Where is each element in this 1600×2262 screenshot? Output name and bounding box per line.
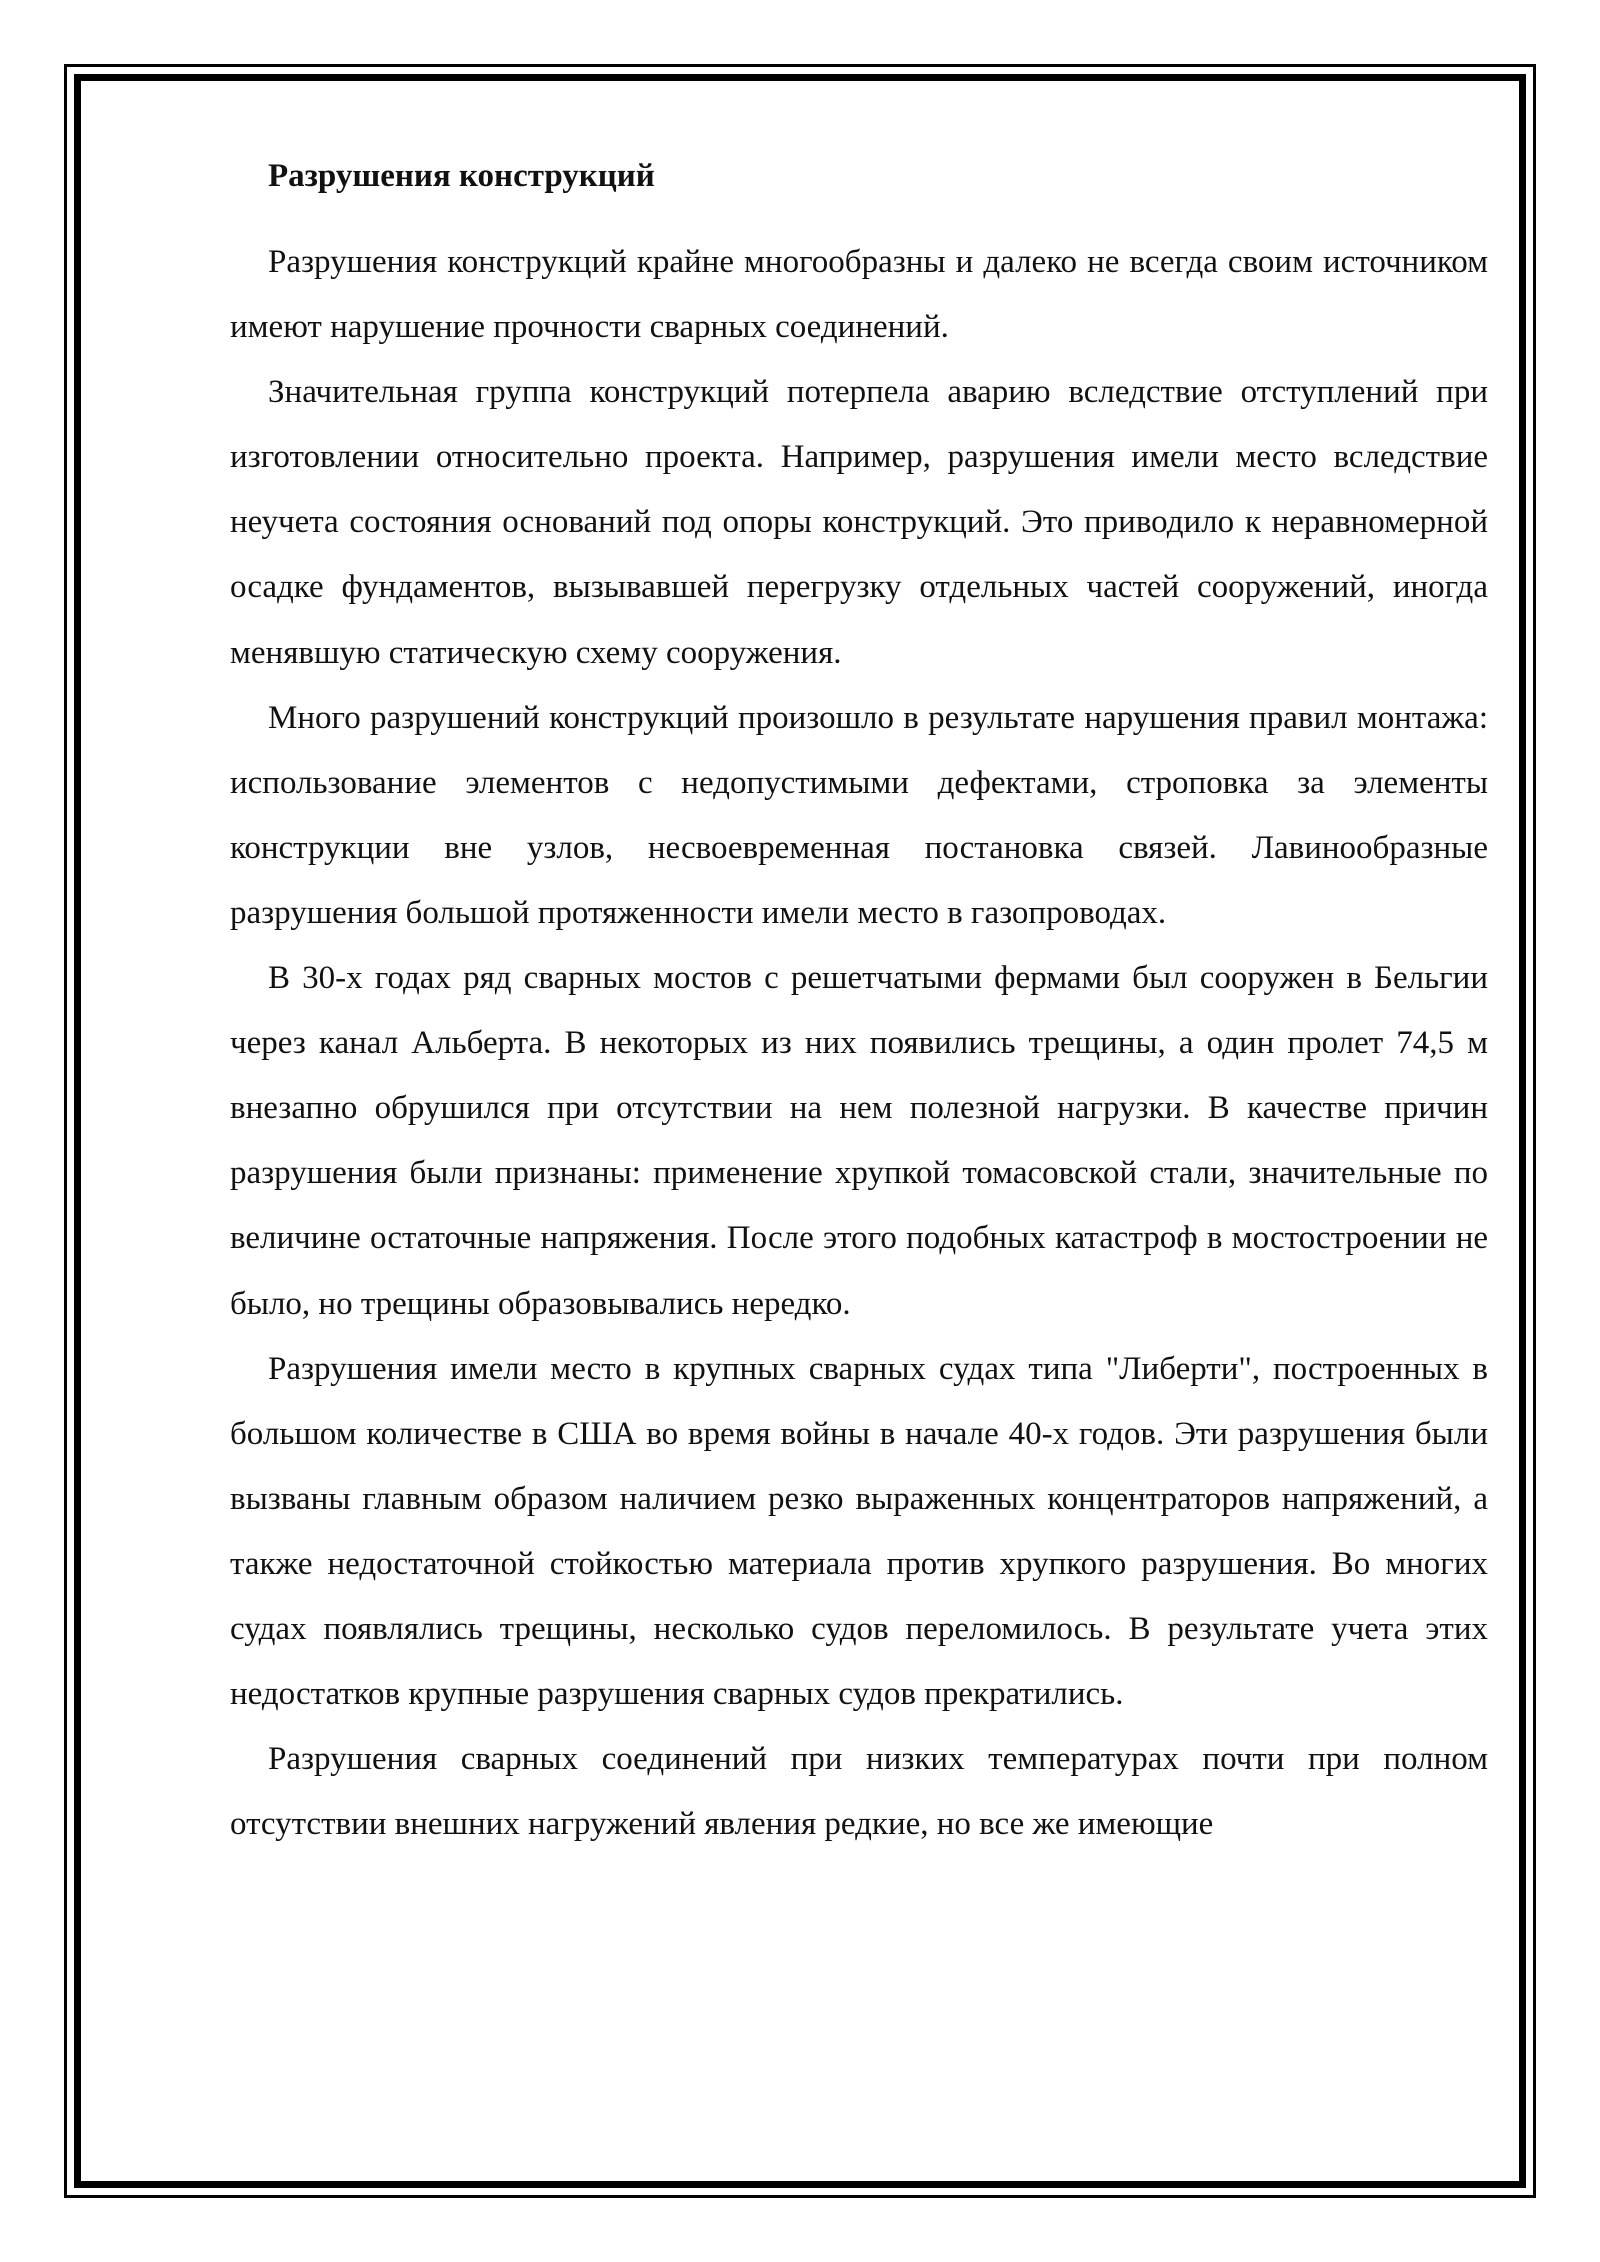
paragraph-low-temperature: Разрушения сварных соединений при низких температурах почти при полном отсутствии внешних нагружений явления редкие, но все же имеющие	[230, 1741, 1488, 1843]
paragraph-liberty-ships: Разрушения имели место в крупных сварных судах типа "Либерти", построенных в большом количестве в США во время войны в начале 40-х годов. Эти разрушения были вызваны главным образом наличием резко выраженных концентраторов напряжений, а также недостаточной стойкостью материала против хрупкого разрушения. Во многих судах появлялись трещины, несколько судов переломилось. В результате учета этих недостатков крупные разрушения сварных судов прекратились.	[230, 1350, 1488, 1713]
paragraph-assembly-violations: Много разрушений конструкций произошло в результате нарушения правил монтажа: использование элементов с недопустимыми дефектами, строповка за элементы конструкции вне узлов, несвоевременная постановка связей. Лавинообразные разрушения большой протяженности имели место в газопроводах.	[230, 699, 1488, 931]
paragraph-manufacturing-deviations: Значительная группа конструкций потерпела аварию вследствие отступлений при изготовлении относительно проекта. Например, разрушения имели место вследствие неучета состояния оснований под опоры конструкций. Это приводило к неравномерной осадке фундаментов, вызывавшей перегрузку отдельных частей сооружений, иногда менявшую статическую схему сооружения.	[230, 374, 1488, 671]
paragraph-belgian-bridges: В 30-х годах ряд сварных мостов с решетчатыми фермами был сооружен в Бельгии через канал Альберта. В некоторых из них появились трещины, а один пролет 74,5 м внезапно обрушился при отсутствии на нем полезной нагрузки. В качестве причин разрушения были признаны: применение хрупкой томасовской стали, значительные по величине остаточные напряжения. После этого подобных катастроф в мостостроении не было, но трещины образовывались нередко.	[230, 960, 1488, 1322]
paragraph-intro: Разрушения конструкций крайне многообразны и далеко не всегда своим источником имеют нарушение прочности сварных соединений.	[230, 244, 1488, 346]
section-heading: Разрушения конструкций	[268, 158, 655, 194]
document-body	[230, 150, 1488, 1857]
